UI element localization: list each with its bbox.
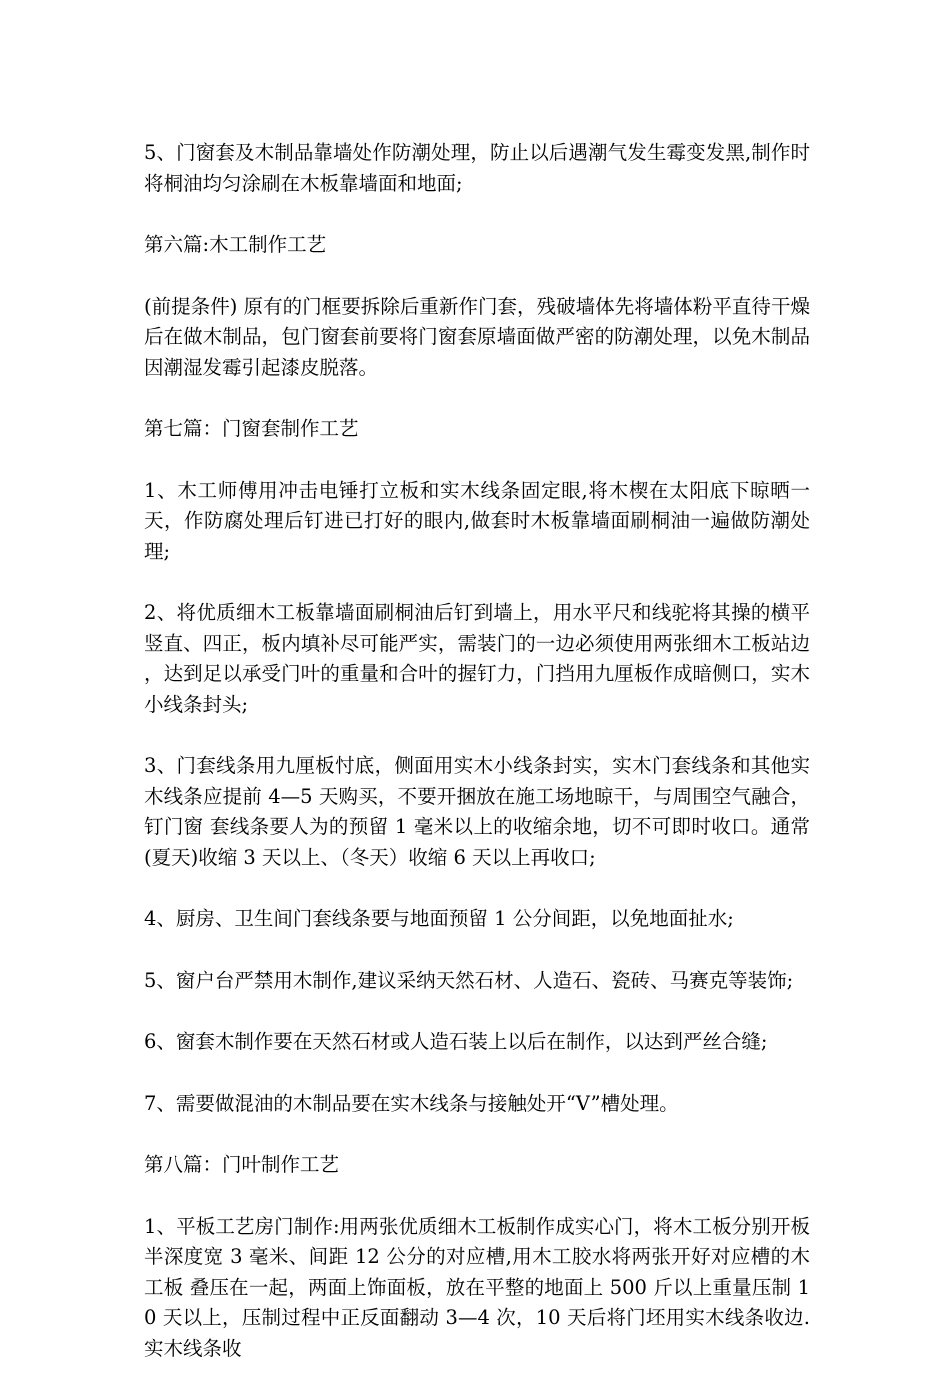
paragraph-7-5: 5、窗户台严禁用木制作,建议采纳天然石材、人造石、瓷砖、马赛克等装饰;: [144, 968, 794, 992]
section-heading-7: 第七篇：门窗套制作工艺: [144, 417, 359, 440]
paragraph-7-4: 4、厨房、卫生间门套线条要与地面预留 1 公分间距，以免地面扯水;: [144, 907, 734, 930]
document-body: [144, 138, 810, 1395]
paragraph-7-1: 1、木工师傅用冲击电锤打立板和实木线条固定眼,将木楔在太阳底下晾晒一天，作防腐处理后钉进已打好的眼内,做套时木板靠墙面刷桐油一遍做防潮处理;: [144, 478, 810, 563]
paragraph-5-moisture-proofing: 5、门窗套及木制品靠墙处作防潮处理，防止以后遇潮气发生霉变发黑,制作时将桐油均匀涂刷在木板靠墙面和地面;: [144, 141, 810, 195]
paragraph-7-6: 6、窗套木制作要在天然石材或人造石装上以后在制作，以达到严丝合缝;: [144, 1030, 768, 1053]
section-heading-8: 第八篇：门叶制作工艺: [144, 1153, 340, 1176]
paragraph-7-7: 7、需要做混油的木制品要在实木线条与接触处开“V”槽处理。: [144, 1091, 679, 1115]
section-heading-6: 第六篇:木工制作工艺: [144, 233, 327, 256]
paragraph-prerequisites: (前提条件) 原有的门框要拆除后重新作门套，残破墙体先将墙体粉平直待干燥后在做木制品，包门窗套前要将门窗套原墙面做严密的防潮处理，以免木制品因潮湿发霉引起漆皮脱落。: [144, 294, 810, 379]
paragraph-8-1: 1、平板工艺房门制作:用两张优质细木工板制作成实心门，将木工板分别开板半深度宽 3 毫米、间距 12 公分的对应槽,用木工胶水将两张开好对应槽的木工板 叠压在一起，两面上饰面板，放在平整的地面上 500 斤以上重量压制 10 天以上，压制过程中正反面翻动 3—4 次，10 天后将门坯用实木线条收边.实木线条收: [144, 1214, 810, 1360]
paragraph-7-3: 3、门套线条用九厘板忖底，侧面用实木小线条封实，实木门套线条和其他实木线条应提前 4—5 天购买，不要开捆放在施工场地晾干，与周围空气融合，钉门窗 套线条要人为的预留 1 毫米以上的收缩余地，切不可即时收口。通常(夏天)收缩 3 天以上、（冬天）收缩 6 天以上再收口;: [144, 754, 810, 869]
paragraph-7-2: 2、将优质细木工板靠墙面刷桐油后钉到墙上，用水平尺和线驼将其操的横平竖直、四正，板内填补尽可能严实，需装门的一边必须使用两张细木工板站边 ，达到足以承受门叶的重量和合叶的握钉力，门挡用九厘板作成暗侧口，实木小线条封头;: [144, 601, 810, 716]
